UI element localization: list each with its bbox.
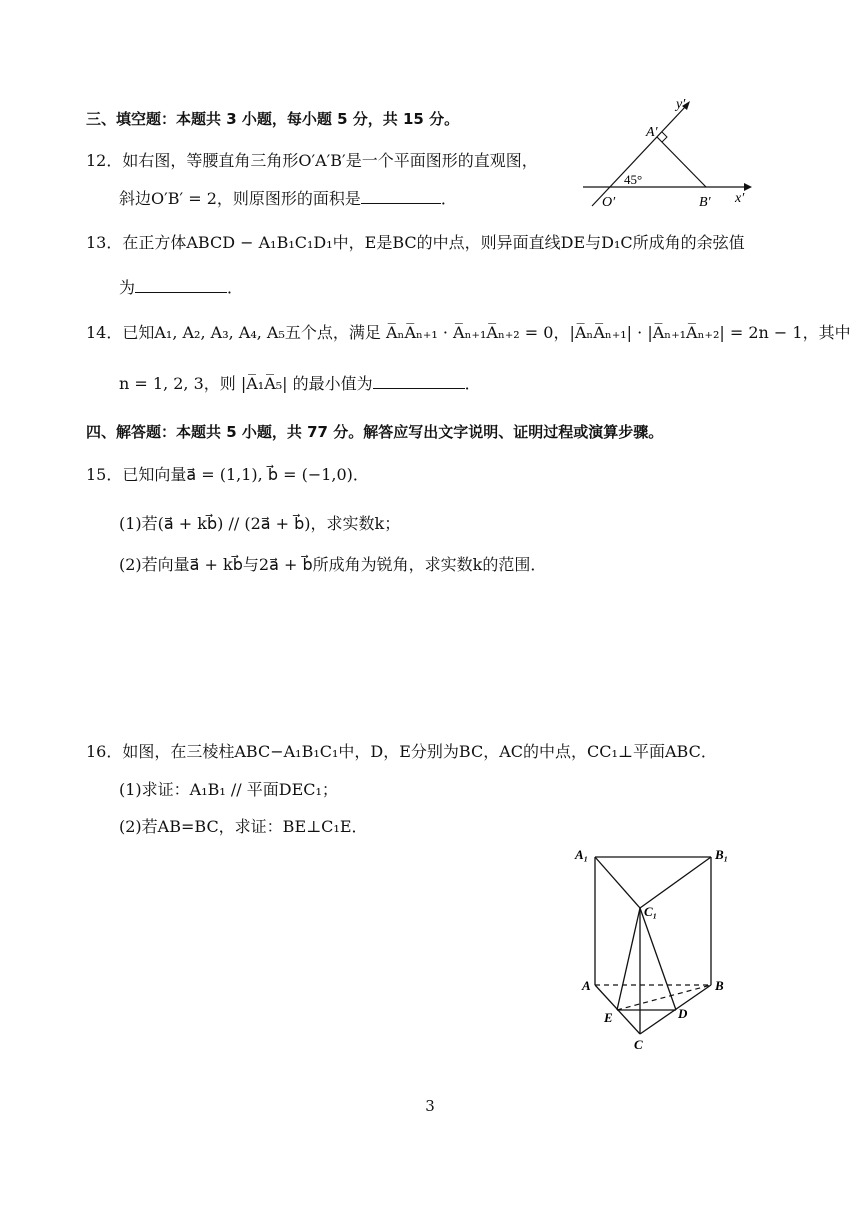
- q14-end: ．: [464, 374, 481, 393]
- label-y: y′: [676, 97, 686, 112]
- section-4-heading: 四、解答题：本题共 5 小题，共 77 分。解答应写出文字说明、证明过程或演算步骤。: [86, 423, 664, 441]
- label-c: C: [634, 1037, 643, 1052]
- q13-answer-blank[interactable]: [135, 276, 227, 293]
- segment-ab: [657, 137, 706, 187]
- q12-line2: [119, 187, 457, 210]
- q12-line1: 12．如右图，等腰直角三角形O′A′B′是一个平面图形的直观图，: [86, 151, 538, 170]
- q13-end: ．: [227, 278, 244, 297]
- q12-end: ．: [440, 189, 457, 208]
- section-3-heading: 三、填空题：本题共 3 小题，每小题 5 分，共 15 分。: [86, 110, 460, 128]
- q16-stem: 16．如图，在三棱柱ABC−A₁B₁C₁中，D，E分别为BC，AC的中点，CC₁⊥平面ABC．: [86, 742, 717, 761]
- q16-figure: [570, 840, 745, 1055]
- q13-line2: [119, 276, 243, 299]
- label-a: A: [582, 978, 591, 993]
- page-number: 3: [425, 1097, 435, 1115]
- label-b: B: [715, 978, 724, 993]
- q16-part1: (1)求证：A₁B₁ // 平面DEC₁；: [119, 780, 338, 799]
- q14-answer-blank[interactable]: [373, 372, 465, 389]
- label-e: E: [604, 1010, 613, 1025]
- label-a1: A₁: [575, 847, 589, 862]
- q12-answer-blank[interactable]: [361, 187, 441, 204]
- y-axis: [592, 106, 686, 206]
- label-o: O′: [602, 195, 616, 210]
- q13-text: 为: [119, 278, 136, 297]
- q12-text: 斜边O′B′ = 2，则原图形的面积是: [119, 189, 361, 208]
- segment-c1d: [640, 908, 676, 1010]
- q14-line2: [119, 372, 481, 395]
- q13-line1: 13．在正方体ABCD − A₁B₁C₁D₁中，E是BC的中点，则异面直线DE与D₁C所成角的余弦值: [86, 233, 745, 252]
- q14-text: n = 1, 2, 3，则 |A̅₁A̅₅| 的最小值为: [119, 374, 373, 393]
- q12-figure: [578, 96, 758, 211]
- right-angle-mark: [662, 132, 667, 142]
- label-b1: B₁: [715, 847, 729, 862]
- q16-part2: (2)若AB=BC，求证：BE⊥C₁E．: [119, 817, 368, 836]
- q15-part2: (2)若向量a⃗ + kb⃗与2a⃗ + b⃗所成角为锐角，求实数k的范围．: [119, 555, 547, 574]
- edge-b1c1: [640, 857, 711, 908]
- label-d: D: [678, 1006, 688, 1021]
- q15-part1: (1)若(a⃗ + kb⃗) // (2a⃗ + b⃗)，求实数k；: [119, 514, 401, 533]
- edge-a1c1: [595, 857, 640, 908]
- label-c1: C₁: [644, 904, 658, 919]
- label-angle: 45°: [624, 172, 643, 187]
- label-x: x′: [735, 191, 745, 206]
- segment-c1e: [617, 908, 640, 1010]
- segment-be: [617, 985, 711, 1010]
- label-a: A′: [646, 125, 658, 140]
- label-b: B′: [699, 195, 711, 210]
- x-axis-arrow: [744, 183, 752, 191]
- q14-line1: 14．已知A₁, A₂, A₃, A₄, A₅五个点，满足 A̅ₙA̅ₙ₊₁ · A̅ₙ₊₁A̅ₙ₊₂ = 0，|A̅ₙA̅ₙ₊₁| · |A̅ₙ₊₁A̅ₙ₊₂| = 2n − 1，其中: [86, 323, 851, 342]
- q15-stem: 15．已知向量a⃗ = (1,1), b⃗ = (−1,0)．: [86, 465, 369, 484]
